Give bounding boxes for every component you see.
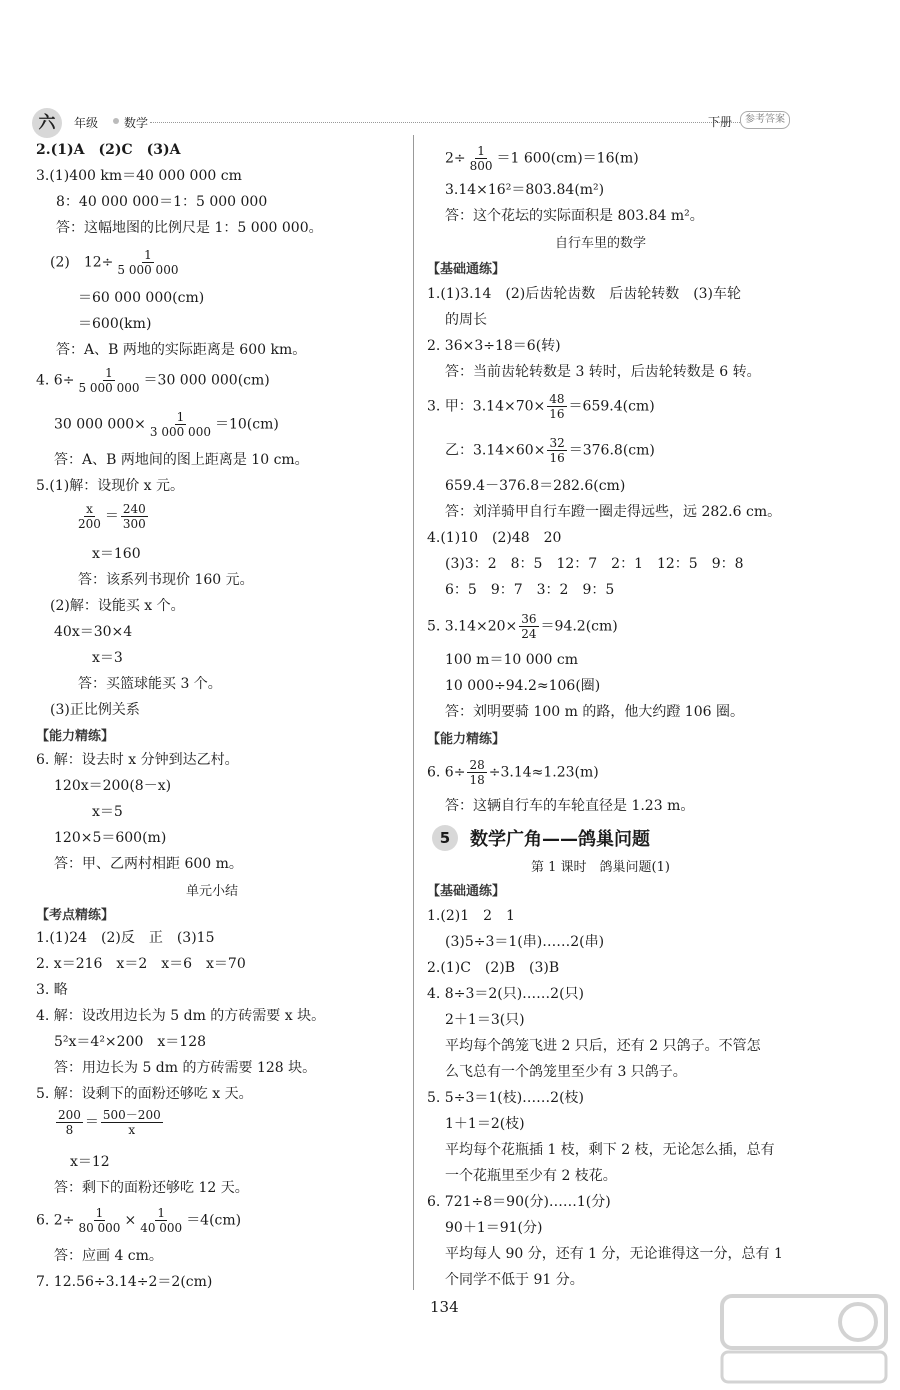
answer-line: 5. 5÷3＝1(枝)……2(枝)	[427, 1090, 585, 1106]
answer-line: 2.(1)C (2)B (3)B	[427, 960, 560, 976]
answer-line: (3)5÷3＝1(串)……2(串)	[445, 934, 605, 950]
section-heading-basic: 【基础通练】	[427, 262, 506, 277]
answer-line: 6. 解：设去时 x 分钟到达乙村。	[36, 752, 239, 768]
answer-line: 答：剩下的面粉还够吃 12 天。	[54, 1180, 249, 1196]
answer-line: 1.(2)1 2 1	[427, 908, 515, 924]
answer-line: 6：5 9：7 3：2 9：5	[445, 582, 615, 598]
answer-line: 答：买篮球能买 3 个。	[78, 676, 222, 692]
section-heading-ability: 【能力精练】	[36, 729, 115, 744]
answer-line: 5²x＝4²×200 x＝128	[54, 1034, 207, 1050]
answer-line: x＝160	[92, 546, 141, 562]
section-heading-basic: 【基础通练】	[427, 884, 506, 899]
answer-line: 答：当前齿轮转数是 3 转时，后齿轮转数是 6 转。	[445, 364, 761, 380]
answer-line: 答：这幅地图的比例尺是 1：5 000 000。	[56, 220, 323, 236]
answer-line: 2＋1＝3(只)	[445, 1012, 525, 1028]
answer-line: 答：用边长为 5 dm 的方砖需要 128 块。	[54, 1060, 317, 1076]
answer-line: 答：刘洋骑甲自行车蹬一圈走得远些，远 282.6 cm。	[445, 504, 782, 520]
answer-line: 么飞总有一个鸽笼里至少有 3 只鸽子。	[445, 1064, 687, 1080]
answer-line: 2.(1)A (2)C (3)A	[36, 142, 181, 158]
answer-line: 5. 解：设剩下的面粉还够吃 x 天。	[36, 1086, 253, 1102]
answer-line: 4. 解：设改用边长为 5 dm 的方砖需要 x 块。	[36, 1008, 326, 1024]
unit-title: 数学广角——鸽巢问题	[470, 829, 650, 850]
answer-line: 一个花瓶里至少有 2 枝花。	[445, 1168, 617, 1184]
answer-line: 的周长	[445, 312, 487, 328]
answer-line: 答：刘明要骑 100 m 的路，他大约蹬 106 圈。	[445, 704, 744, 720]
answer-line: 10 000÷94.2≈106(圈)	[445, 678, 601, 694]
section-heading-ability: 【能力精练】	[427, 732, 506, 747]
answer-line: 乙：3.14×60× $\frac{32}{16}$ ＝376.8(cm)	[445, 436, 655, 465]
answer-line: 2. 36×3÷18＝6(转)	[427, 338, 561, 354]
answer-line: 答：这辆自行车的车轮直径是 1.23 m。	[445, 798, 695, 814]
page-header	[32, 108, 872, 134]
answer-line: 6. 2÷ $\frac{1}{80 000}$ × $\frac{1}{40 000}$ ＝4(cm)	[36, 1206, 242, 1235]
answer-line: (3)3：2 8：5 12：7 2：1 12：5 9：8	[445, 556, 744, 572]
answer-line: 120x＝200(8－x)	[54, 778, 172, 794]
answer-line: 3.14×16²＝803.84(m²)	[445, 182, 605, 198]
answer-line: $\frac{200}{8}$ ＝ $\frac{500-200}{x}$	[58, 1108, 161, 1137]
answer-line: 1.(1)3.14 (2)后齿轮齿数 后齿轮转数 (3)车轮	[427, 286, 742, 302]
answer-line: 5.(1)解：设现价 x 元。	[36, 478, 184, 494]
column-divider	[413, 135, 414, 1290]
grade-label: 年级	[74, 116, 99, 130]
answer-line: 4. 6÷ $\frac{1}{5 000 000}$ ＝30 000 000(cm)	[36, 366, 270, 395]
answer-line: 2÷ $\frac{1}{800}$ ＝1 600(cm)＝16(m)	[445, 144, 639, 173]
answer-line: 4.(1)10 (2)48 20	[427, 530, 562, 546]
answer-line: 120×5＝600(m)	[54, 830, 167, 846]
answer-line: 3.(1)400 km＝40 000 000 cm	[36, 168, 242, 184]
answer-line: (2) 12÷ $\frac{1}{5 000 000}$	[50, 248, 179, 277]
answer-line: 平均每个花瓶插 1 枝，剩下 2 枝，无论怎么插，总有	[445, 1142, 775, 1158]
answer-line: x＝5	[92, 804, 123, 820]
answer-line: 答：甲、乙两村相距 600 m。	[54, 856, 243, 872]
volume-label: 下册	[708, 115, 733, 129]
unit-summary-title: 单元小结	[186, 884, 239, 899]
answer-line: 答：这个花坛的实际面积是 803.84 m²。	[445, 208, 704, 224]
answer-line: 659.4－376.8＝282.6(cm)	[445, 478, 626, 494]
answer-line: 5. 3.14×20× $\frac{36}{24}$ ＝94.2(cm)	[427, 612, 618, 641]
answer-line: 平均每人 90 分，还有 1 分，无论谁得这一分，总有 1	[445, 1246, 783, 1262]
lesson-title: 第 1 课时 鸽巢问题(1)	[531, 860, 670, 875]
answer-line: 30 000 000× $\frac{1}{3 000 000}$ ＝10(cm)	[54, 410, 279, 439]
answer-line: 90＋1＝91(分)	[445, 1220, 543, 1236]
answer-line: 6. 721÷8＝90(分)……1(分)	[427, 1194, 611, 1210]
answer-line: 1＋1＝2(枝)	[445, 1116, 525, 1132]
watermark-logo-icon	[718, 1290, 890, 1386]
answer-line: 4. 8÷3＝2(只)……2(只)	[427, 986, 585, 1002]
answer-line: 6. 6÷ $\frac{28}{18}$ ÷3.14≈1.23(m)	[427, 758, 599, 787]
answer-line: (2)解：设能买 x 个。	[50, 598, 185, 614]
answer-key-badge: 参考答案	[740, 111, 790, 129]
answer-line: 8：40 000 000＝1：5 000 000	[56, 194, 268, 210]
answer-line: 答：该系列书现价 160 元。	[78, 572, 254, 588]
grade-badge: 六	[32, 108, 62, 138]
answer-line: (3)正比例关系	[50, 702, 140, 718]
unit-number-badge: 5	[432, 825, 458, 851]
answer-line: 平均每个鸽笼飞进 2 只后，还有 2 只鸽子。不管怎	[445, 1038, 761, 1054]
answer-line: 答：A、B 两地间的图上距离是 10 cm。	[54, 452, 309, 468]
header-divider	[150, 122, 740, 123]
answer-line: 100 m＝10 000 cm	[445, 652, 578, 668]
answer-line: 2. x＝216 x＝2 x＝6 x＝70	[36, 956, 246, 972]
separator-dot-icon	[113, 118, 119, 124]
answer-line: 7. 12.56÷3.14÷2＝2(cm)	[36, 1274, 213, 1290]
answer-line: ＝60 000 000(cm)	[78, 290, 205, 306]
answer-line: x＝3	[92, 650, 123, 666]
answer-line: 个同学不低于 91 分。	[445, 1272, 584, 1288]
answer-line: 答：A、B 两地的实际距离是 600 km。	[56, 342, 307, 358]
answer-line: 1.(1)24 (2)反 正 (3)15	[36, 930, 215, 946]
page-number: 134	[430, 1298, 459, 1316]
answer-line: x＝12	[70, 1154, 110, 1170]
answer-line: ＝600(km)	[78, 316, 152, 332]
answer-line: 3. 甲：3.14×70× $\frac{48}{16}$ ＝659.4(cm)	[427, 392, 655, 421]
section-title-bike: 自行车里的数学	[555, 236, 647, 251]
answer-line: 40x＝30×4	[54, 624, 133, 640]
answer-line: 3. 略	[36, 982, 68, 998]
section-heading-exam: 【考点精练】	[36, 908, 115, 923]
answer-line: 答：应画 4 cm。	[54, 1248, 163, 1264]
answer-line: $\frac{x}{200}$ ＝ $\frac{240}{300}$	[78, 502, 146, 531]
subject-label: 数学	[124, 116, 149, 130]
